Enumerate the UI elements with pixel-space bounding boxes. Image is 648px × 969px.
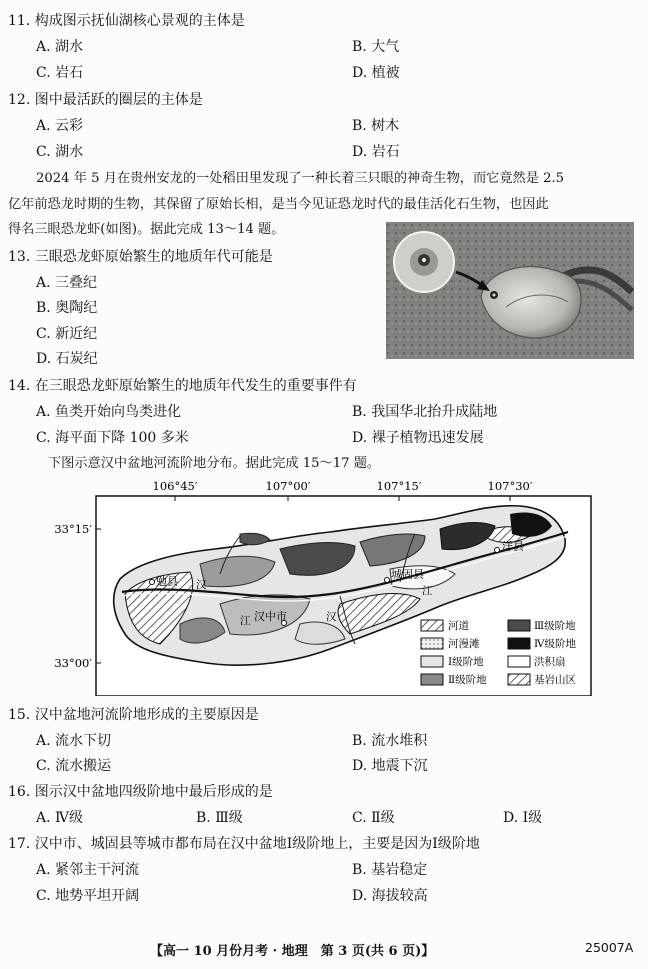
passage1-line2: 亿年前恐龙时期的生物，其保留了原始长相，是当今见证恐龙时代的最佳活化石生物，也因此	[8, 197, 549, 212]
q12-stem: 12. 图中最活跃的圈层的主体是	[8, 92, 203, 108]
q14-option-d: D. 裸子植物迅速发展	[352, 430, 484, 446]
q16-option-d: D. Ⅰ级	[503, 810, 543, 826]
legend-terrace-3: Ⅲ级阶地	[534, 620, 576, 632]
q15-option-d: D. 地震下沉	[352, 758, 428, 774]
q12-option-b: B. 树木	[352, 118, 400, 134]
legend-alluvial-fan: 洪积扇	[534, 656, 566, 668]
passage2: 下图示意汉中盆地河流阶地分布。据此完成 15～17 题。	[48, 456, 381, 471]
q17-option-b: B. 基岩稳定	[352, 862, 428, 878]
q13-option-d: D. 石炭纪	[36, 351, 98, 367]
legend-river: 河道	[448, 620, 469, 632]
q12-option-a: A. 云彩	[36, 118, 84, 134]
map-legend	[418, 616, 588, 694]
lon-label-3: 107°15′	[376, 479, 422, 493]
q11-option-d: D. 植被	[352, 65, 400, 81]
legend-terrace-4: Ⅳ级阶地	[534, 638, 576, 650]
q16-option-a: A. Ⅳ级	[36, 810, 83, 826]
q15-option-c: C. 流水搬运	[36, 758, 112, 774]
exam-code: 25007A	[585, 940, 634, 955]
q12-option-c: C. 湖水	[36, 144, 84, 160]
river-char-1: 汉	[196, 579, 207, 591]
q15-stem: 15. 汉中盆地河流阶地形成的主要原因是	[8, 707, 259, 723]
river-char-4: 江	[422, 585, 433, 597]
place-mianxian: 勉县	[156, 575, 178, 588]
lon-label-4: 107°30′	[487, 479, 533, 493]
q11-option-c: C. 岩石	[36, 65, 84, 81]
legend-floodplain: 河漫滩	[448, 638, 480, 650]
q17-stem: 17. 汉中市、城固县等城市都布局在汉中盆地Ⅰ级阶地上，主要是因为Ⅰ级阶地	[8, 836, 480, 852]
q17-option-c: C. 地势平坦开阔	[36, 888, 140, 904]
q16-stem: 16. 图示汉中盆地四级阶地中最后形成的是	[8, 784, 273, 800]
q15-option-a: A. 流水下切	[36, 733, 112, 749]
passage1-line1: 2024 年 5 月在贵州安龙的一处稻田里发现了一种长着三只眼的神奇生物，而它竟然是 2.5	[36, 171, 565, 186]
q11-option-b: B. 大气	[352, 39, 400, 55]
lon-label-2: 107°00′	[265, 479, 311, 493]
q14-option-c: C. 海平面下降 100 多米	[36, 430, 189, 446]
triops-photo	[386, 222, 634, 359]
q11-stem: 11. 构成图示抚仙湖核心景观的主体是	[8, 13, 245, 29]
river-char-3: 汉	[326, 611, 337, 623]
q12-option-d: D. 岩石	[352, 144, 400, 160]
legend-terrace-1: Ⅰ级阶地	[448, 656, 484, 668]
lat-label-1: 33°15′	[54, 522, 92, 536]
q14-stem: 14. 在三眼恐龙虾原始繁生的地质年代发生的重要事件有	[8, 378, 357, 394]
q15-option-b: B. 流水堆积	[352, 733, 428, 749]
q11-option-a: A. 湖水	[36, 39, 84, 55]
lon-label-1: 106°45′	[152, 479, 198, 493]
place-yangxian: 洋县	[502, 540, 524, 553]
q17-option-d: D. 海拔较高	[352, 888, 428, 904]
legend-terrace-2: Ⅱ级阶地	[448, 674, 487, 686]
q17-option-a: A. 紧邻主干河流	[36, 862, 140, 878]
river-char-2: 江	[240, 615, 251, 627]
page-footer: 【高一 10 月份月考 · 地理 第 3 页(共 6 页)】	[150, 944, 435, 959]
q14-option-a: A. 鱼类开始向鸟类进化	[36, 404, 182, 420]
q13-option-b: B. 奥陶纪	[36, 300, 98, 316]
q13-option-c: C. 新近纪	[36, 326, 98, 342]
passage1-line3: 得名三眼恐龙虾(如图)。据此完成 13～14 题。	[8, 222, 285, 237]
q16-option-b: B. Ⅲ级	[196, 810, 243, 826]
hanzhong-basin-map	[40, 474, 600, 696]
q13-stem: 13. 三眼恐龙虾原始繁生的地质年代可能是	[8, 249, 273, 265]
place-hanzhong: 汉中市	[254, 610, 287, 623]
q13-option-a: A. 三叠纪	[36, 275, 98, 291]
q16-option-c: C. Ⅱ级	[352, 810, 395, 826]
lat-label-2: 33°00′	[54, 656, 92, 670]
place-chenggu: 城固县	[391, 568, 424, 581]
q14-option-b: B. 我国华北抬升成陆地	[352, 404, 498, 420]
legend-bedrock: 基岩山区	[534, 674, 576, 686]
